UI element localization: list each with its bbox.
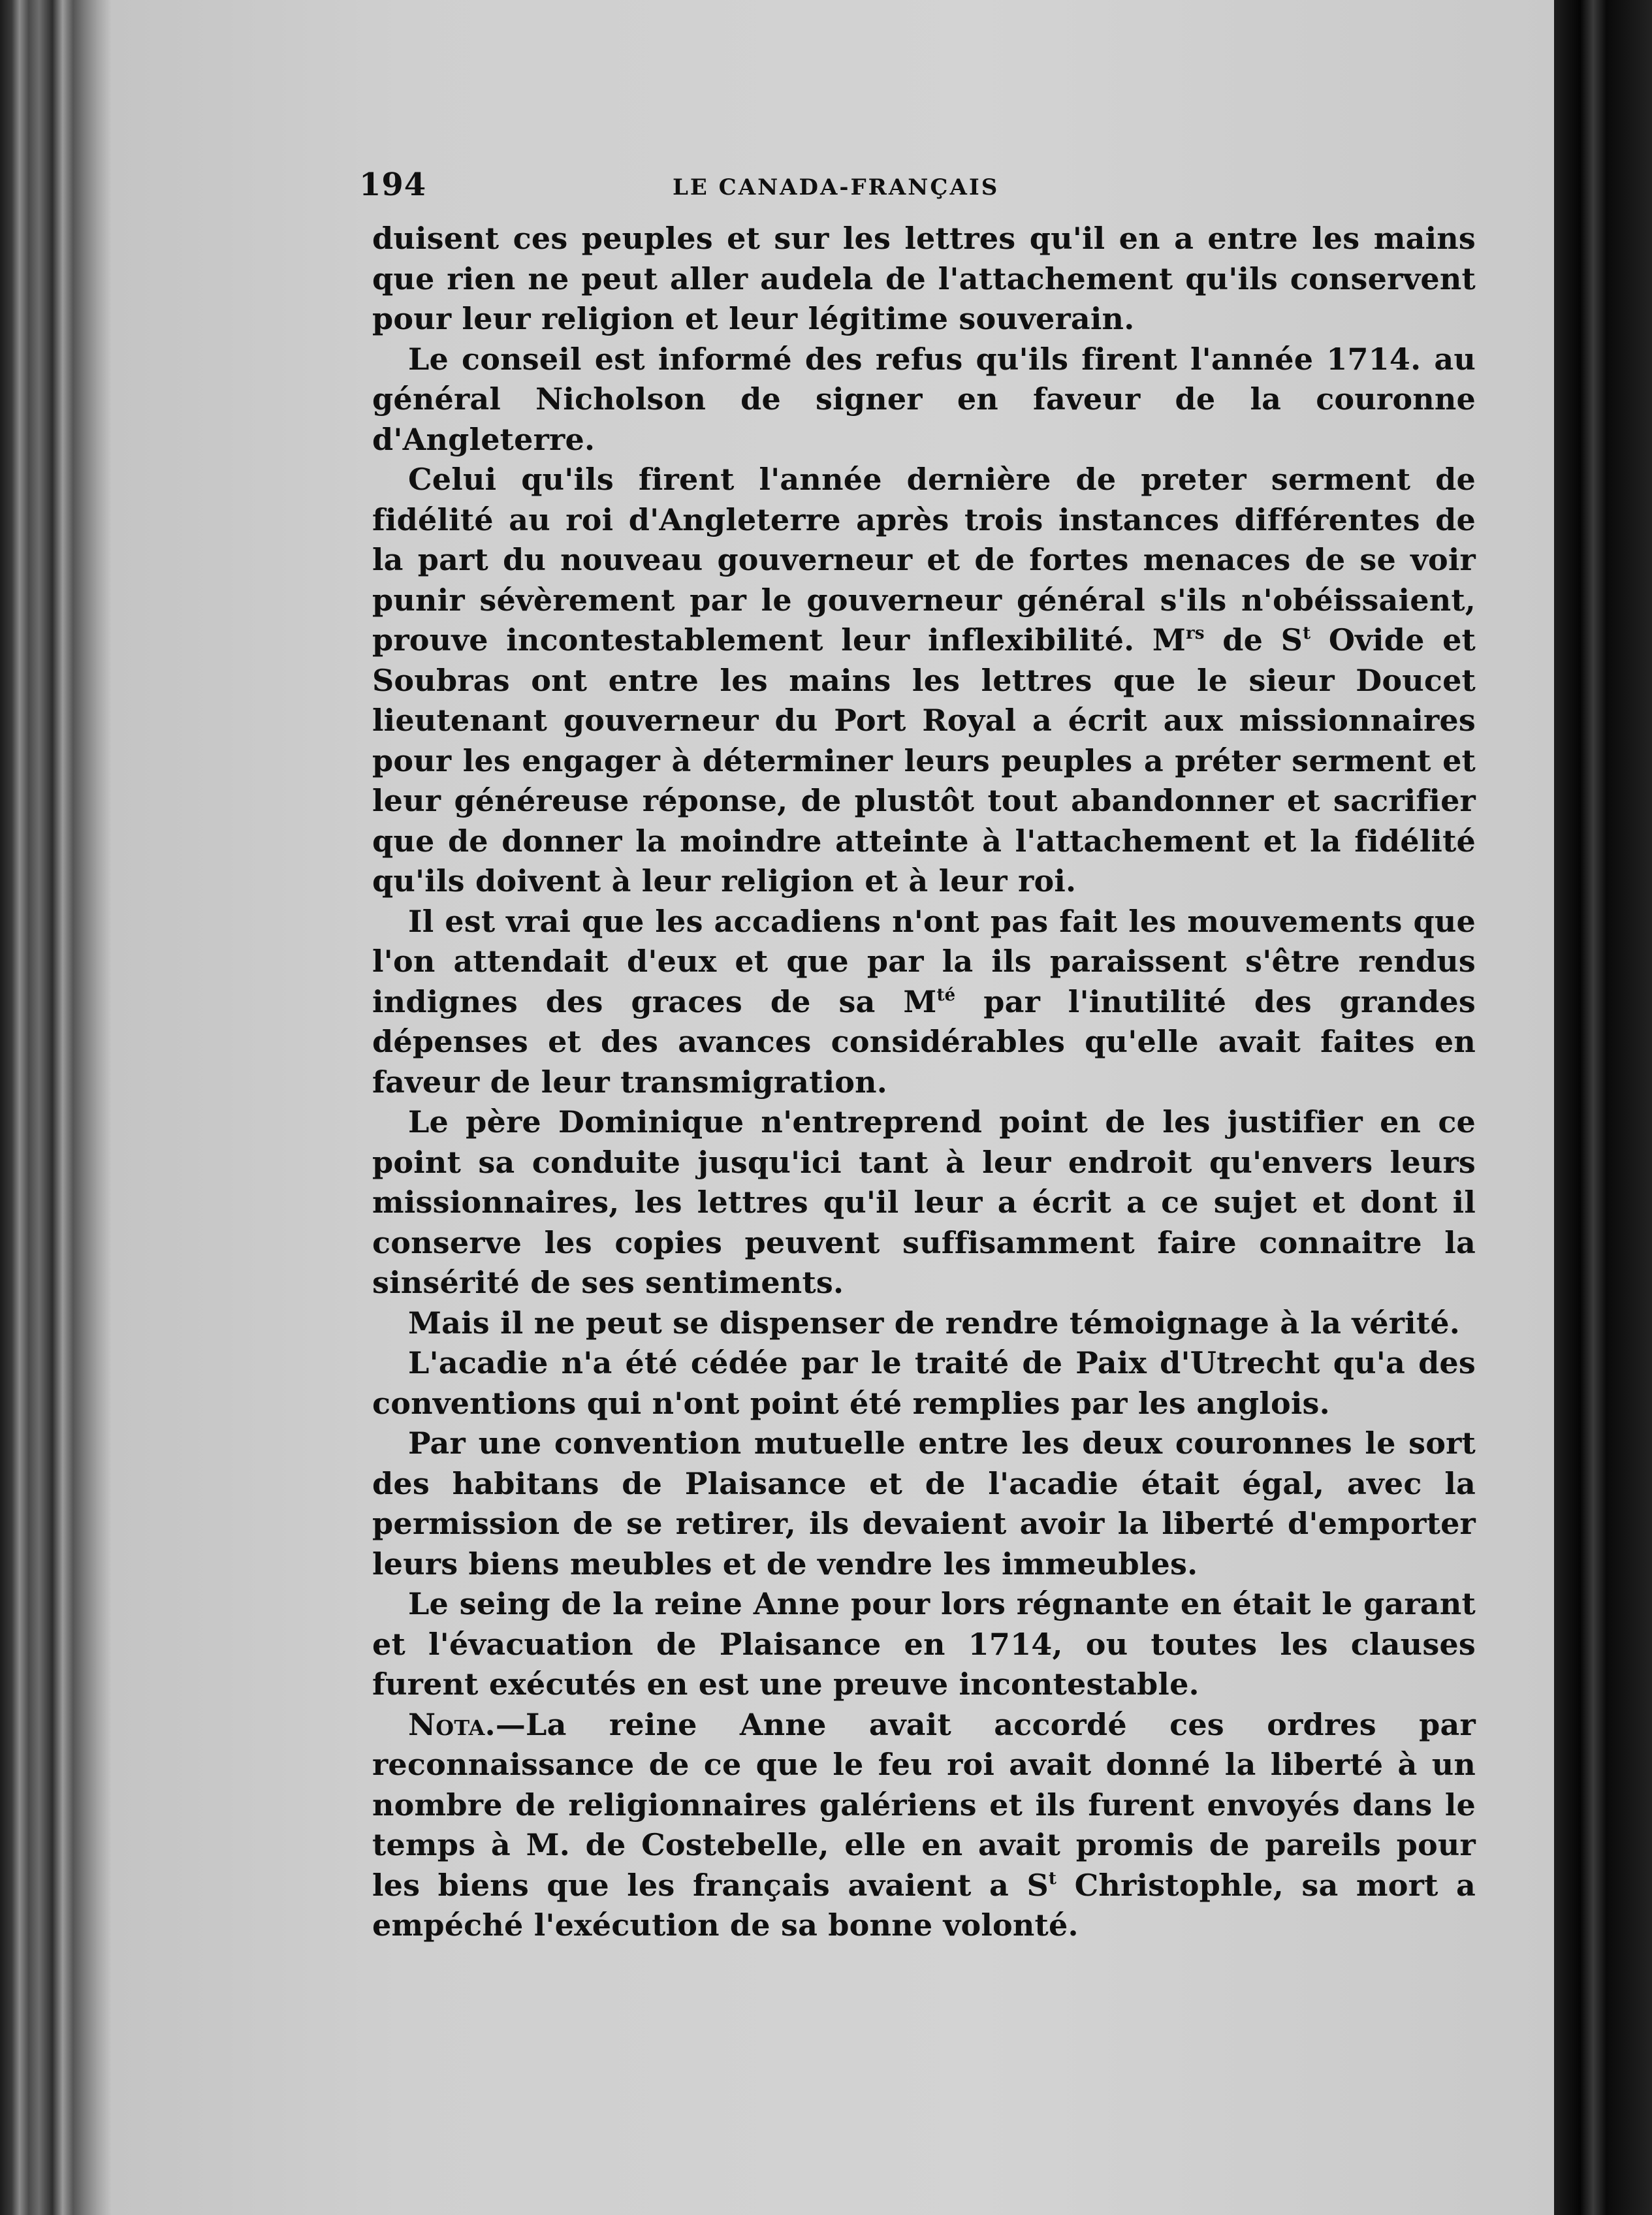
running-title: LE CANADA-FRANÇAIS xyxy=(673,174,1000,200)
paragraph-nota: Nota.—La reine Anne avait accordé ces ordres par reconnaissance de ce que le feu roi avait donné la liberté à un nombre de religionnaires galériens et ils furent envoyés dans le temps à M. de Costebelle, elle en avait promis de pareils pour les biens que les français avaient a $S^t$ Christophle, sa mort a empéché l'exécution de sa bonne volonté. xyxy=(372,1706,1476,1943)
paragraph-8: Par une convention mutuelle entre les deux couronnes le sort des habitans de Plaisance et de l'acadie était égal, avec la permission de se retirer, ils devaient avoir la liberté d'emporter leurs biens meubles et de vendre les immeubles. xyxy=(372,1426,1476,1582)
text-block xyxy=(359,167,1476,1946)
superscript: rs xyxy=(1185,624,1205,643)
superscript: t xyxy=(1303,624,1311,643)
superscript: t xyxy=(1048,1868,1057,1888)
right-margin xyxy=(1554,0,1652,2215)
running-head xyxy=(359,167,1476,212)
nota-label: Nota. xyxy=(408,1706,496,1742)
page-number: 194 xyxy=(359,167,427,203)
book-page xyxy=(111,0,1554,2215)
superscript: té xyxy=(936,985,956,1005)
paragraph-5: Le père Dominique n'entreprend point de les justifier en ce point sa conduite jusqu'ici tant à leur endroit qu'envers leurs missionnaires, les lettres qu'il leur a écrit a ce sujet et dont il conserve les copies peuvent suffisamment faire connaitre la sinsérité de ses sentiments. xyxy=(372,1104,1476,1300)
paragraph-4: Il est vrai que les accadiens n'ont pas fait les mouvements que l'on attendait d'eux et que par la ils paraissent s'être rendus indignes des graces de sa $M^{té}$ par l'inutilité des grandes dépenses et des avances considérables qu'elle avait faites en faveur de leur transmigration. xyxy=(372,903,1476,1100)
paragraph-1: duisent ces peuples et sur les lettres qu'il en a entre les mains que rien ne peut aller audela de l'attachement qu'ils conservent pour leur religion et leur légitime souverain. xyxy=(372,221,1476,336)
paragraph-9: Le seing de la reine Anne pour lors régnante en était le garant et l'évacuation de Plaisance en 1714, ou toutes les clauses furent exécutés en est une preuve incontestable. xyxy=(372,1586,1476,1702)
body-text xyxy=(372,219,1476,1946)
paragraph-2: Le conseil est informé des refus qu'ils firent l'année 1714. au général Nicholson de signer en faveur de la couronne d'Angleterre. xyxy=(372,341,1476,457)
paragraph-7: L'acadie n'a été cédée par le traité de Paix d'Utrecht qu'a des conventions qui n'ont point été remplies par les anglois. xyxy=(372,1345,1476,1421)
paragraph-6: Mais il ne peut se dispenser de rendre témoignage à la vérité. xyxy=(408,1305,1460,1341)
paragraph-3: Celui qu'ils firent l'année dernière de preter serment de fidélité au roi d'Angleterre après trois instances différentes de la part du nouveau gouverneur et de fortes menaces de se voir punir sévèrement par le gouverneur général s'ils n'obéissaient, prouve incontestablement leur inflexibilité. $M^{rs}$ de $S^t$ Ovide et Soubras ont entre les mains les lettres que le sieur Doucet lieutenant gouverneur du Port Royal a écrit aux missionnaires pour les engager à déterminer leurs peuples a préter serment et leur généreuse réponse, de plustôt tout abandonner et sacrifier que de donner la moindre atteinte à l'attachement et la fidélité qu'ils doivent à leur religion et à leur roi. xyxy=(372,462,1476,899)
binding-edge xyxy=(0,0,111,2215)
